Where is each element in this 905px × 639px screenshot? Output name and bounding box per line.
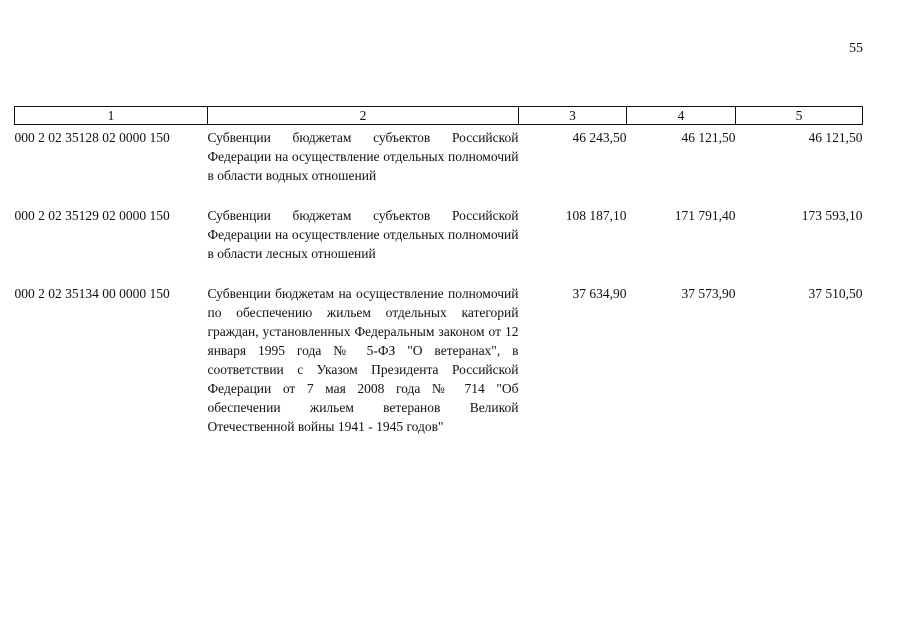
column-header-2: 2 (208, 107, 519, 125)
column-header-4: 4 (627, 107, 736, 125)
table-row (15, 263, 863, 436)
amount-col5: 173 593,10 (801, 208, 863, 223)
table-row (15, 185, 863, 263)
amount-col3: 46 243,50 (572, 130, 627, 145)
amount-col5: 46 121,50 (808, 130, 863, 145)
page-number: 55 (849, 41, 863, 56)
column-header-1: 1 (15, 107, 208, 125)
budget-code: 000 2 02 35128 02 0000 150 (14, 130, 170, 145)
amount-col4: 46 121,50 (681, 130, 736, 145)
income-description: Субвенции бюджетам субъектов Российской Федерации на осуществление отдельных полномочий в области лесных отношений (207, 208, 519, 261)
column-header-5: 5 (736, 107, 863, 125)
income-description: Субвенции бюджетам на осуществление полномочий по обеспечению жильем отдельных категорий граждан, установленных Федеральным законом от 12 января 1995 года № 5-ФЗ "О ветеранах", в соответствии с Указом Президента Российской Федерации от 7 мая 2008 года № 714 "Об обеспечении жильем ветеранов Великой Отечественной войны 1941 - 1945 годов" (207, 286, 519, 434)
amount-col3: 108 187,10 (565, 208, 627, 223)
table-body (15, 125, 863, 437)
budget-code: 000 2 02 35129 02 0000 150 (14, 208, 170, 223)
amount-col5: 37 510,50 (808, 286, 863, 301)
budget-table (14, 106, 863, 436)
income-description: Субвенции бюджетам субъектов Российской Федерации на осуществление отдельных полномочий в области водных отношений (207, 130, 519, 183)
budget-code: 000 2 02 35134 00 0000 150 (14, 286, 170, 301)
amount-col4: 171 791,40 (674, 208, 736, 223)
table-row (15, 125, 863, 186)
amount-col3: 37 634,90 (572, 286, 627, 301)
table-header (15, 107, 863, 125)
column-header-3: 3 (519, 107, 627, 125)
column-number-row (15, 107, 863, 125)
amount-col4: 37 573,90 (681, 286, 736, 301)
